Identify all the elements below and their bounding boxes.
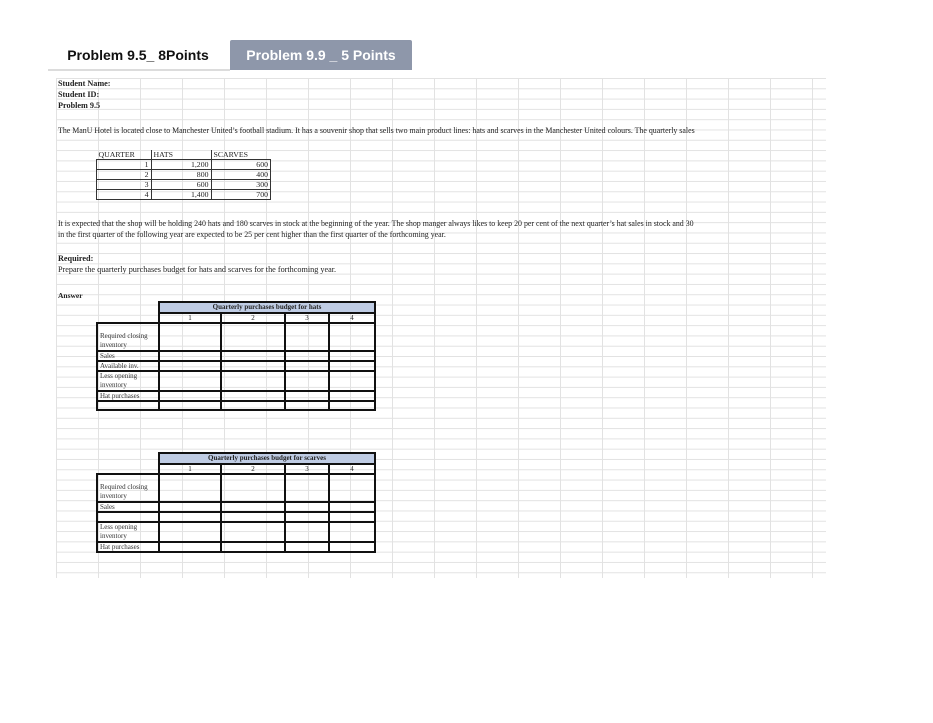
budget-cell[interactable] (329, 351, 375, 361)
budget-cell[interactable] (329, 323, 375, 351)
quarter-header: 3 (285, 464, 329, 474)
budget-cell[interactable] (221, 351, 285, 361)
row-label: Sales (97, 502, 159, 512)
budget-cell[interactable] (221, 371, 285, 391)
budget-cell[interactable] (329, 542, 375, 552)
budget-cell[interactable] (159, 391, 221, 401)
quarter-cell: 1 (97, 160, 152, 170)
row-label: Hat purchases (97, 391, 159, 401)
hats-cell: 600 (151, 180, 211, 190)
required-label: Required: (58, 254, 94, 263)
scarves-cell: 300 (211, 180, 271, 190)
row-label (97, 512, 159, 522)
sales-table (96, 150, 271, 200)
table-row (97, 190, 271, 200)
table-row (97, 180, 271, 190)
quarter-header: 3 (285, 313, 329, 323)
budget-cell[interactable] (221, 323, 285, 351)
header-hats: HATS (151, 150, 211, 160)
row-label: Available inv. (97, 361, 159, 371)
student-id-label: Student ID: (58, 90, 100, 99)
spreadsheet-grid[interactable] (56, 78, 826, 578)
answer-label: Answer (58, 291, 83, 300)
table-row (97, 170, 271, 180)
header-quarter: QUARTER (97, 150, 152, 160)
quarter-header: 4 (329, 313, 375, 323)
budget-cell[interactable] (221, 401, 285, 410)
budget-cell[interactable] (159, 502, 221, 512)
hats-cell: 1,200 (151, 160, 211, 170)
budget-cell[interactable] (221, 361, 285, 371)
budget-cell[interactable] (159, 351, 221, 361)
budget-cell[interactable] (285, 323, 329, 351)
budget-cell[interactable] (159, 371, 221, 391)
header-scarves: SCARVES (211, 150, 271, 160)
problem-label: Problem 9.5 (58, 101, 101, 110)
budget-cell[interactable] (159, 361, 221, 371)
budget-cell[interactable] (221, 542, 285, 552)
scarves-budget-title: Quarterly purchases budget for scarves (159, 453, 375, 464)
budget-cell[interactable] (159, 512, 221, 522)
scarves-budget-table (96, 452, 376, 553)
quarter-cell: 4 (97, 190, 152, 200)
budget-cell[interactable] (285, 512, 329, 522)
budget-cell[interactable] (159, 522, 221, 542)
quarter-cell: 2 (97, 170, 152, 180)
hats-cell: 800 (151, 170, 211, 180)
expectation-line-1: It is expected that the shop will be holding 240 hats and 180 scarves in stock at the beginning of the year. The shop manger always likes to keep 20 per cent of the next quarter’s hat sales in stock and 30 (58, 219, 694, 228)
budget-cell[interactable] (221, 522, 285, 542)
expectation-line-2: in the first quarter of the following year are expected to be 25 per cent higher than the first quarter of the forthcoming year. (58, 230, 446, 239)
budget-cell[interactable] (285, 391, 329, 401)
budget-cell[interactable] (159, 542, 221, 552)
scarves-cell: 600 (211, 160, 271, 170)
budget-cell[interactable] (285, 502, 329, 512)
intro-text: The ManU Hotel is located close to Manchester United’s football stadium. It has a souvenir shop that sells two main product lines: hats and scarves in the Manchester United colours. The quarterly sales (58, 126, 695, 135)
quarter-header: 1 (159, 313, 221, 323)
budget-cell[interactable] (159, 323, 221, 351)
budget-cell[interactable] (329, 502, 375, 512)
student-name-label: Student Name: (58, 79, 111, 88)
row-label (97, 401, 159, 410)
tab-underline (48, 69, 230, 71)
row-label: Hat purchases (97, 542, 159, 552)
budget-cell[interactable] (329, 522, 375, 542)
budget-cell[interactable] (159, 401, 221, 410)
quarter-header: 1 (159, 464, 221, 474)
budget-cell[interactable] (285, 361, 329, 371)
budget-cell[interactable] (285, 522, 329, 542)
budget-cell[interactable] (329, 512, 375, 522)
quarter-header: 2 (221, 313, 285, 323)
budget-cell[interactable] (285, 401, 329, 410)
budget-cell[interactable] (221, 474, 285, 502)
budget-cell[interactable] (285, 371, 329, 391)
row-label: Required closing inventory (97, 323, 159, 351)
budget-cell[interactable] (329, 361, 375, 371)
budget-cell[interactable] (221, 512, 285, 522)
budget-cell[interactable] (329, 391, 375, 401)
row-label: Less opening inventory (97, 371, 159, 391)
budget-cell[interactable] (159, 474, 221, 502)
budget-cell[interactable] (221, 391, 285, 401)
row-label: Less opening inventory (97, 522, 159, 542)
budget-cell[interactable] (285, 474, 329, 502)
tab-problem-9-5[interactable]: Problem 9.5_ 8Points (48, 40, 228, 70)
budget-cell[interactable] (329, 401, 375, 410)
quarter-cell: 3 (97, 180, 152, 190)
scarves-cell: 400 (211, 170, 271, 180)
budget-cell[interactable] (329, 371, 375, 391)
hats-cell: 1,400 (151, 190, 211, 200)
budget-cell[interactable] (329, 474, 375, 502)
scarves-cell: 700 (211, 190, 271, 200)
budget-cell[interactable] (285, 542, 329, 552)
hats-budget-title: Quarterly purchases budget for hats (159, 302, 375, 313)
required-text: Prepare the quarterly purchases budget for hats and scarves for the forthcoming year. (58, 265, 337, 274)
table-row (97, 160, 271, 170)
row-label: Sales (97, 351, 159, 361)
budget-cell[interactable] (285, 351, 329, 361)
tab-problem-9-9[interactable]: Problem 9.9 _ 5 Points (230, 40, 412, 70)
row-label: Required closing inventory (97, 474, 159, 502)
hats-budget-table (96, 301, 376, 411)
budget-cell[interactable] (221, 502, 285, 512)
quarter-header: 2 (221, 464, 285, 474)
quarter-header: 4 (329, 464, 375, 474)
